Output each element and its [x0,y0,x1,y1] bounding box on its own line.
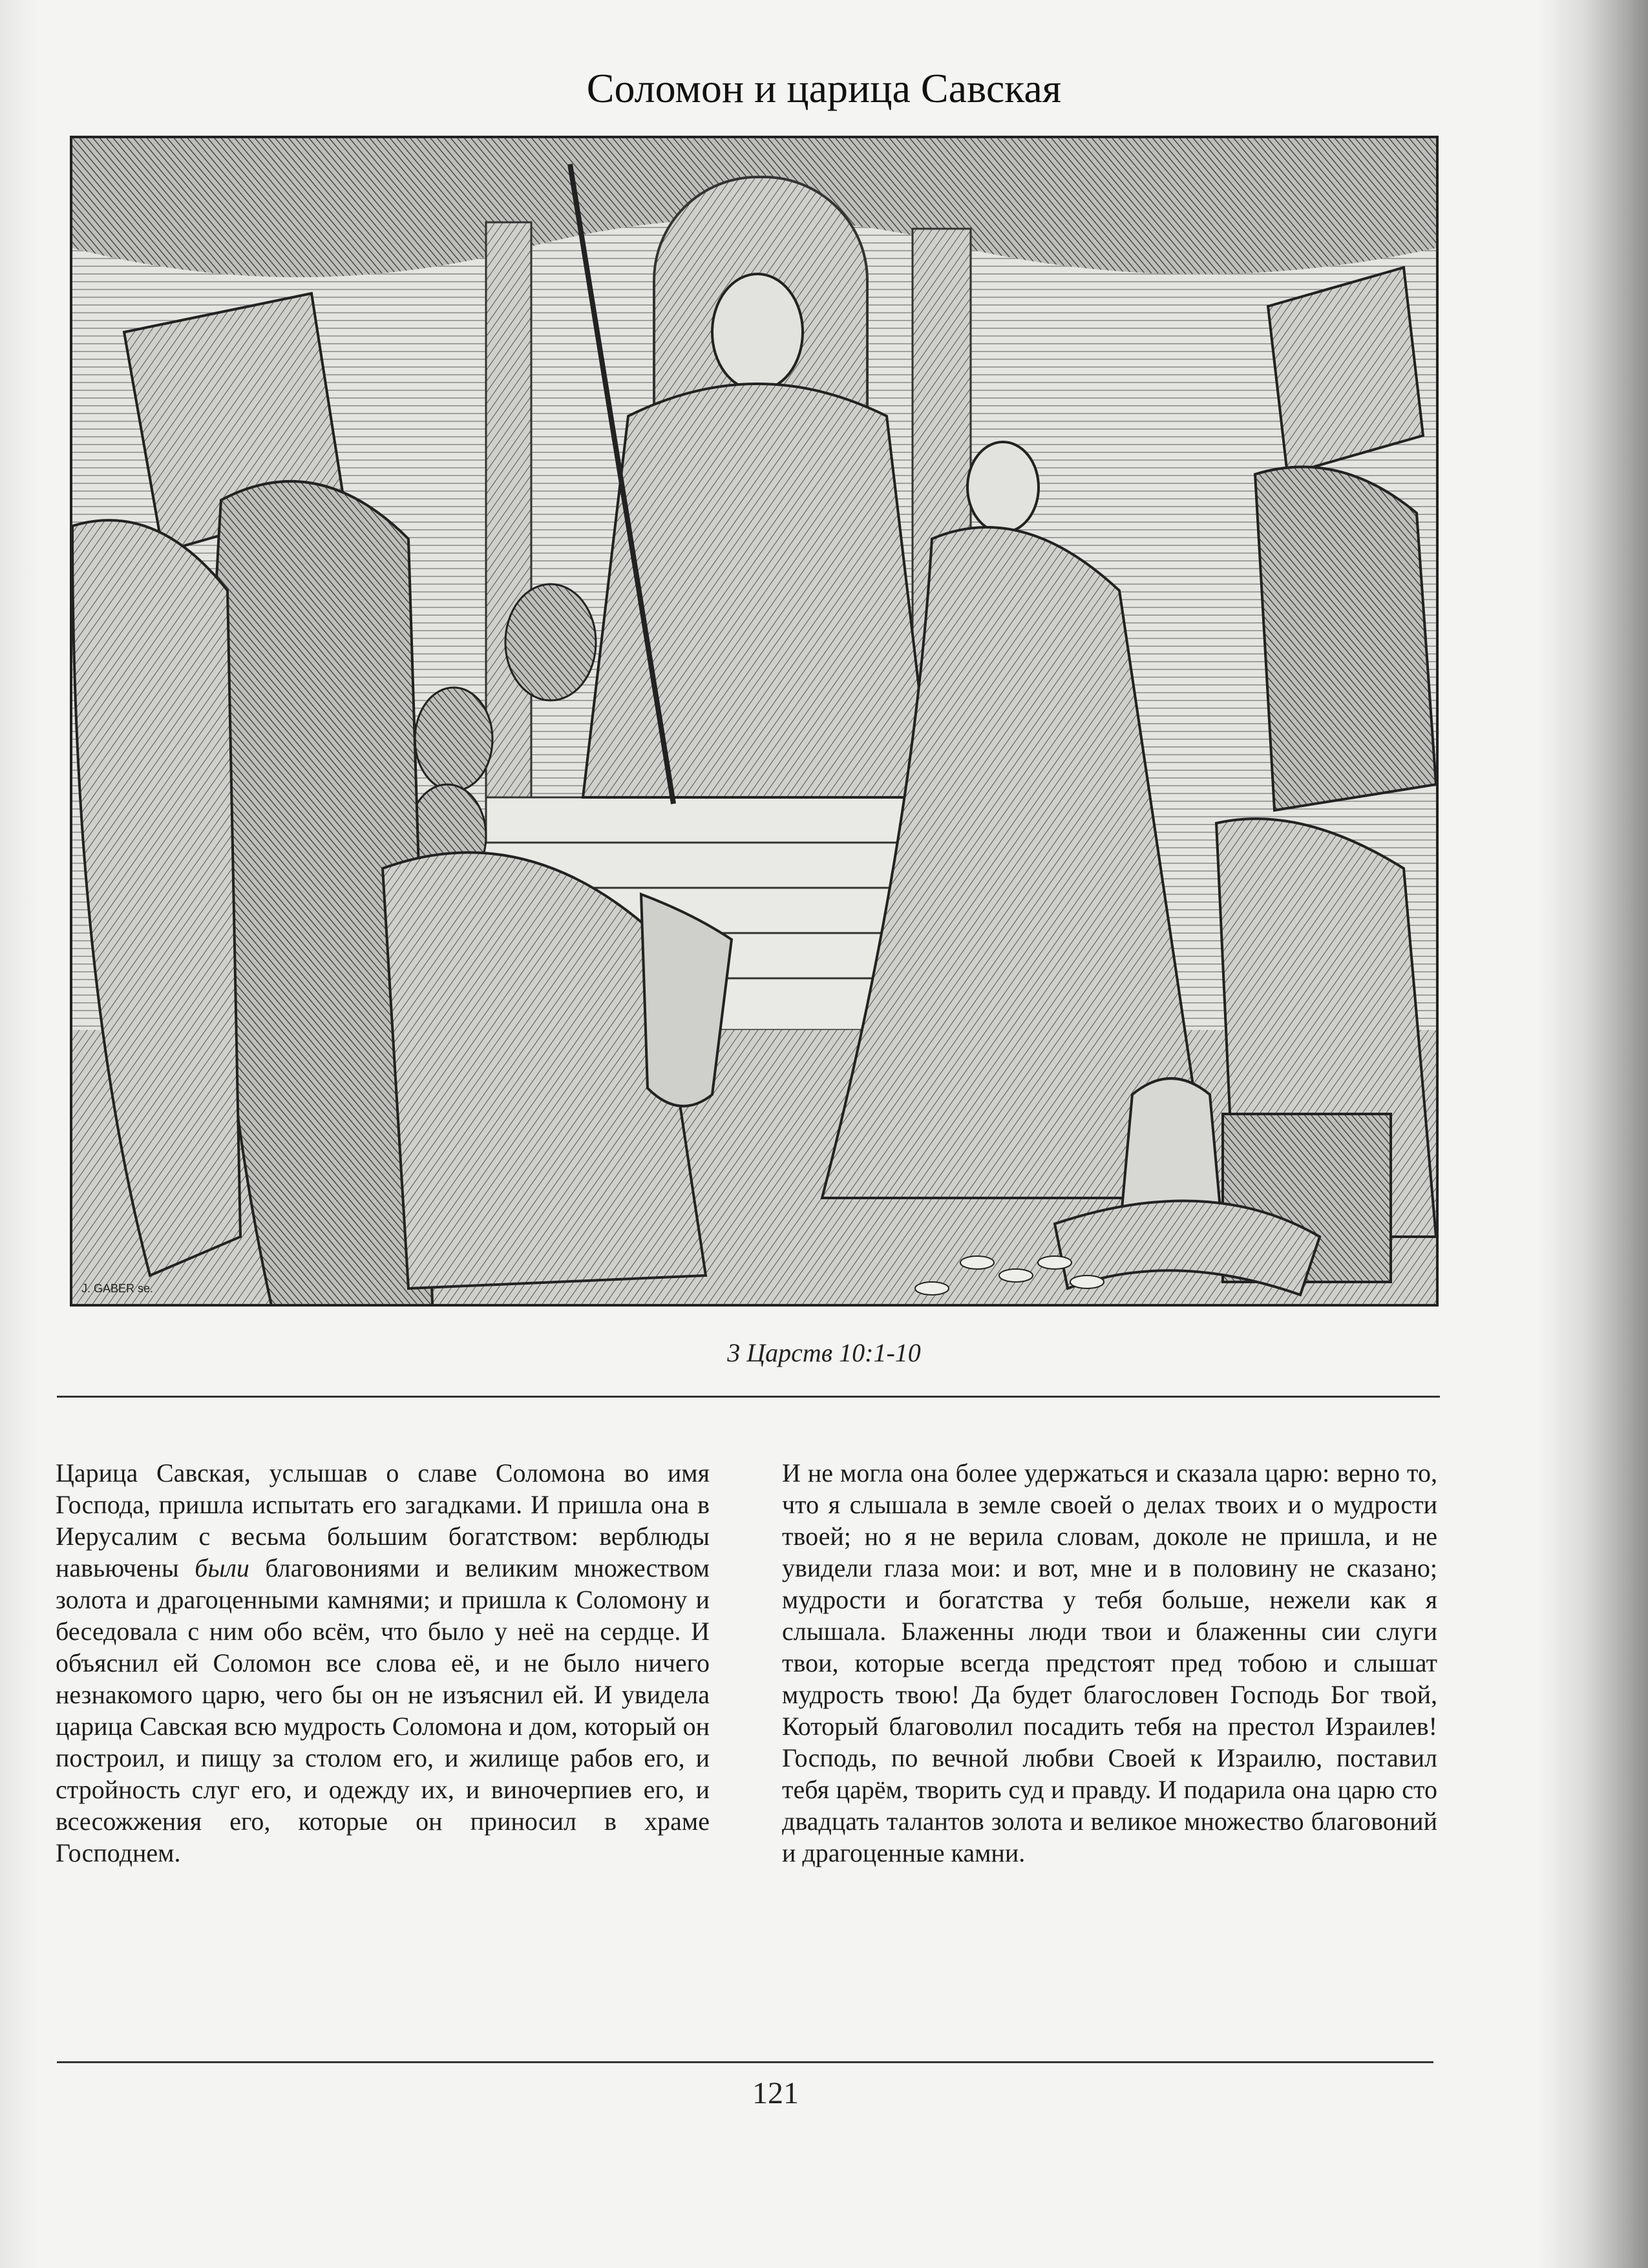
engraver-signature: J. GABER se. [81,1282,154,1295]
engraving-artwork [72,138,1436,1304]
divider-rule-top [57,1396,1440,1398]
text-column-right [782,1457,1437,1869]
text-run-italic: были [195,1553,249,1582]
paragraph-right: И не могла она более удержаться и сказала царю: верно то, что я слышала в земле своей о делах твоих и о мудрости твоей; но я не верила словам, доколе не пришла, и не увидели глаза мои: и вот, мне и в половину не сказано; мудрости и богатства у тебя больше, нежели как я слышала. Блаженны люди твои и блаженны сии слуги твои, которые всегда предстоят пред тобою и слышат мудрость твою! Да будет благословен Господь Бог твой, Который благоволил посадить тебя на престол Израилев! Господь, по вечной любви Своей к Израилю, поставил тебя царём, творить суд и правду. И подарила она царю сто двадцать талантов золота и великое множество благовоний и драгоценные камни. [782,1458,1437,1867]
engraving-illustration [70,136,1439,1307]
page-title: Соломон и царица Савская [586,65,1062,111]
divider-rule-bottom [57,2061,1433,2063]
paragraph-left [56,1457,710,1869]
figure-caption: 3 Царств 10:1-10 [727,1338,921,1367]
page-number: 121 [752,2076,799,2110]
text-column-left [56,1457,710,1869]
text-run: Царица Савская, услышав о славе Соломона во имя Господа, пришла испытать его загадками. И пришла она в Иерусалим с весьма большим богатством: верблюды навьючены [56,1458,710,1582]
text-run: благовониями и великим множеством золота и драгоценными камнями; и пришла к Соломону и беседовала с ним обо всём, что было у неё на сердце. И объяснил ей Соломон все слова её, и не было ничего незнакомого царю, чего бы он не изъяснил ей. И увидела царица Савская всю мудрость Соломона и дом, который он построил, и пищу за столом его, и жилище рабов его, и стройность слуг его, и одежду их, и виночерпиев его, и всесожжения его, которые он приносил в храме Господнем. [56,1553,710,1867]
